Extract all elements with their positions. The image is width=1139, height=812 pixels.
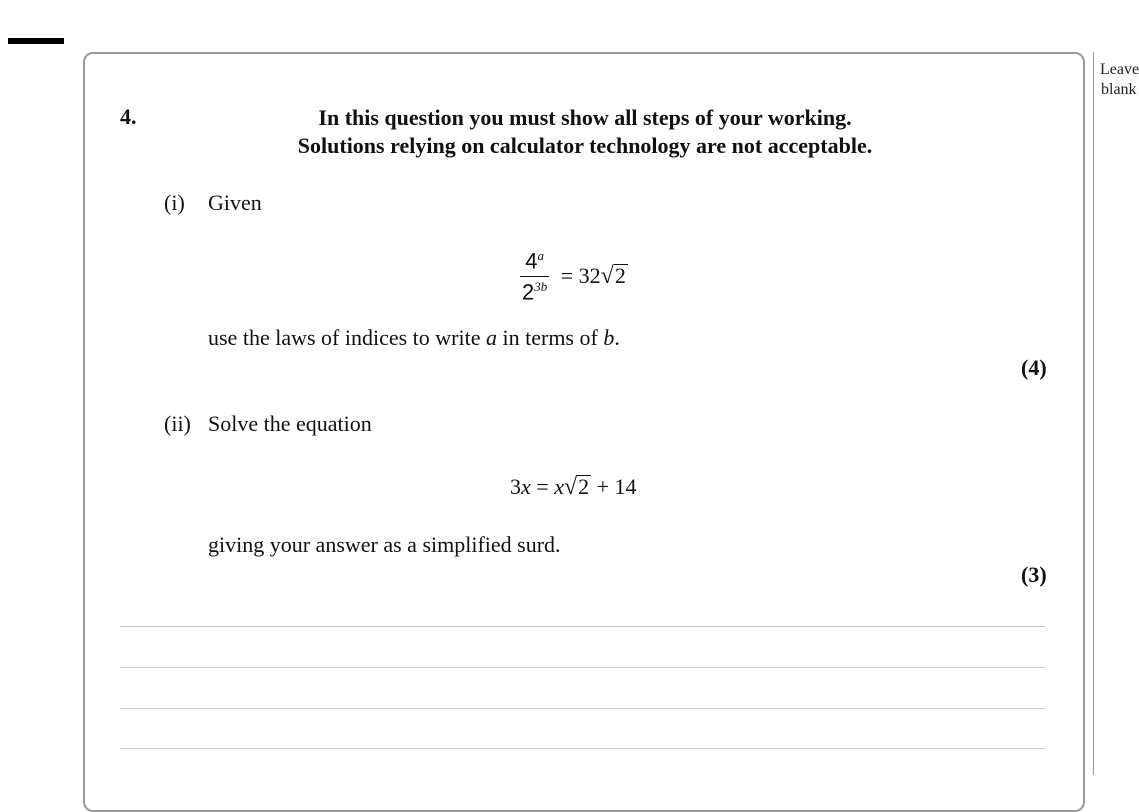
part-ii-label: (ii) [164, 411, 191, 436]
question-instructions [200, 104, 970, 160]
answer-line[interactable] [120, 626, 1045, 627]
answer-line[interactable] [120, 667, 1045, 668]
answer-line[interactable] [120, 708, 1045, 709]
instruction-line-1: In this question you must show all steps of your working. [318, 105, 852, 130]
margin-divider [1093, 52, 1094, 775]
instruction-line-2: Solutions relying on calculator technology are not acceptable. [297, 133, 873, 158]
part-i-rhs: = 32√2 [560, 263, 626, 290]
part-i-intro: Given [208, 190, 262, 215]
part-i-equation [520, 248, 628, 306]
fraction-numerator: 4$^a$ [520, 248, 549, 277]
answer-line[interactable] [120, 748, 1045, 749]
part-i-task: use the laws of indices to write a in terms of b. [208, 325, 620, 350]
part-i-marks: (4) [1021, 355, 1047, 380]
part-ii-equation: 3x = x√2 + 14 [510, 474, 637, 500]
page-corner-mark [8, 38, 64, 44]
question-number: 4. [120, 104, 137, 129]
leave-blank-line2: blank [1101, 81, 1137, 98]
part-i-label: (i) [164, 190, 185, 215]
fraction-denominator: $2^{3b}$ [522, 279, 548, 305]
part-ii-marks: (3) [1021, 562, 1047, 587]
part-ii-intro: Solve the equation [208, 411, 372, 436]
indices-fraction [520, 248, 549, 306]
part-ii-task: giving your answer as a simplified surd. [208, 532, 561, 557]
leave-blank-label [1100, 60, 1139, 100]
leave-blank-line1: Leave [1100, 61, 1139, 78]
